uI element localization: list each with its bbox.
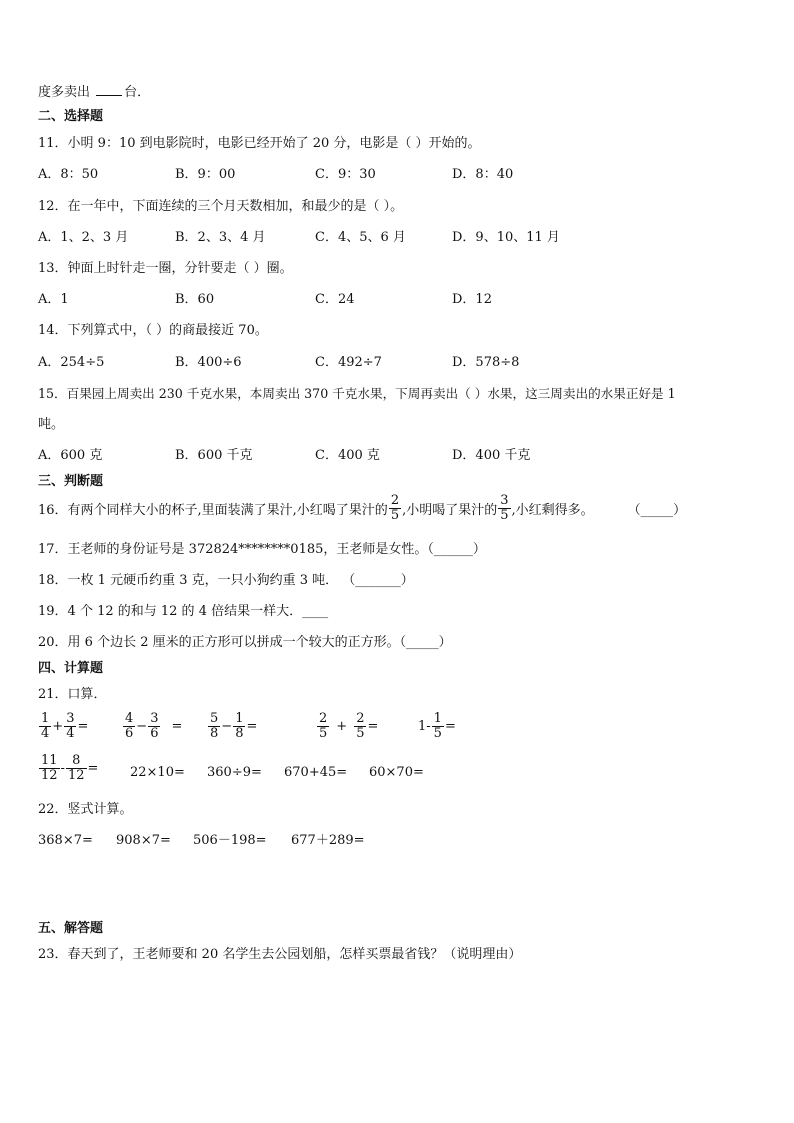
equals: = [444, 719, 456, 734]
oral-calc-1 [38, 712, 88, 741]
q16-f1-numerator: 2 [390, 493, 400, 508]
denominator: 12 [41, 768, 58, 783]
q15-option-a: A．600 克 [38, 448, 103, 463]
question-13: 13．钟面上时针走一圈，分针要走（ ）圈。 [38, 261, 293, 276]
continuation-suffix: 台． [124, 85, 151, 100]
denominator: 4 [66, 726, 75, 741]
q11-option-d: D．8：40 [452, 167, 514, 182]
question-15-continued: 吨。 [38, 417, 65, 432]
fraction [123, 712, 135, 741]
q15-option-d: D．400 千克 [452, 448, 531, 463]
fraction [432, 712, 444, 741]
section-heading-judge: 三、判断题 [38, 474, 104, 489]
q16-fraction-2 [498, 494, 510, 523]
q16-f1-denominator: 5 [390, 508, 400, 523]
answer-blank [96, 83, 122, 96]
section-heading-choice: 二、选择题 [38, 109, 104, 124]
denominator: 5 [433, 726, 442, 741]
question-11: 11．小明 9：10 到电影院时，电影已经开始了 20 分，电影是（ ）开始的。 [38, 136, 481, 151]
q14-option-d: D．578÷8 [452, 355, 520, 370]
vertical-calc-3: 506－198= [193, 833, 267, 848]
operator: + [336, 719, 348, 734]
denominator: 6 [150, 726, 159, 741]
denominator: 12 [67, 768, 85, 783]
vertical-calc-2: 908×7= [116, 833, 171, 848]
equals: = [171, 719, 183, 734]
denominator: 6 [125, 726, 134, 741]
numerator: 5 [210, 711, 219, 726]
fraction [148, 712, 160, 741]
fraction [208, 712, 220, 741]
q16-f2-numerator: 3 [500, 493, 509, 508]
q12-option-d: D．9、10、11 月 [452, 230, 560, 245]
question-22-label: 22．竖式计算。 [38, 802, 133, 817]
oral-calc-10: 60×70= [369, 765, 424, 780]
q16-answer-blank: （_____） [627, 503, 687, 518]
continuation-line [38, 83, 150, 102]
numerator: 11 [41, 753, 58, 768]
q12-option-a: A．1、2、3 月 [38, 230, 129, 245]
oral-calc-9: 670+45= [284, 765, 348, 780]
numerator: 8 [66, 754, 87, 769]
equals: = [87, 761, 99, 776]
q14-option-b: B．400÷6 [175, 355, 242, 370]
q12-option-c: C．4、5、6 月 [315, 230, 406, 245]
q14-option-c: C．492÷7 [315, 355, 382, 370]
q15-option-b: B．600 千克 [175, 448, 253, 463]
question-17: 17．王老师的身份证号是 372824********0185，王老师是女性。（______） [38, 542, 486, 557]
q11-option-a: A．8：50 [38, 167, 99, 182]
question-20: 20．用 6 个边长 2 厘米的正方形可以拼成一个较大的正方形。（_____） [38, 635, 452, 650]
question-15: 15．百果园上周卖出 230 千克水果，本周卖出 370 千克水果，下周再卖出（ ）水果，这三周卖出的水果正好是 1 [38, 386, 676, 401]
numerator: 2 [356, 711, 365, 726]
operator: − [221, 719, 233, 734]
fraction [233, 712, 245, 741]
equals: = [367, 719, 379, 734]
q16-fraction-1 [389, 494, 401, 523]
oral-calc-2 [122, 712, 182, 741]
fraction [354, 712, 366, 741]
fraction [39, 754, 60, 783]
q13-option-c: C．24 [315, 292, 355, 307]
oral-calc-7: 22×10= [130, 765, 185, 780]
denominator: 5 [356, 726, 365, 741]
operator: − [136, 719, 148, 734]
denominator: 8 [235, 726, 244, 741]
q16-f2-denominator: 5 [500, 508, 509, 523]
numerator: 1 [41, 711, 50, 726]
operand-prefix: 1- [418, 719, 431, 734]
numerator: 1 [235, 711, 244, 726]
question-16 [38, 494, 686, 523]
numerator: 1 [433, 711, 442, 726]
denominator: 8 [210, 726, 219, 741]
question-21-label: 21．口算． [38, 687, 107, 702]
equals: = [77, 719, 89, 734]
q11-option-c: C．9：30 [315, 167, 376, 182]
q16-text-2: ,小明喝了果汁的 [402, 503, 498, 518]
section-heading-solve: 五、解答题 [38, 921, 104, 936]
oral-calc-6 [38, 754, 98, 783]
numerator: 3 [150, 711, 159, 726]
q13-option-b: B．60 [175, 292, 215, 307]
oral-calc-4 [316, 712, 378, 741]
denominator: 4 [41, 726, 50, 741]
numerator: 4 [125, 711, 134, 726]
vertical-calc-1: 368×7= [38, 833, 93, 848]
q16-text-3: ,小红剩得多。 [511, 503, 594, 518]
question-18: 18．一枚 1 元硬币约重 3 克，一只小狗约重 3 吨． （_______） [38, 573, 414, 588]
vertical-calc-4: 677＋289= [291, 833, 365, 848]
oral-calc-3 [207, 712, 257, 741]
q13-option-a: A．1 [38, 292, 69, 307]
oral-calc-8: 360÷9= [207, 765, 262, 780]
question-14: 14．下列算式中，（ ）的商最接近 70。 [38, 323, 268, 338]
oral-calc-5 [418, 712, 456, 741]
continuation-prefix: 度多卖出 [38, 85, 91, 100]
q14-option-a: A．254÷5 [38, 355, 105, 370]
q13-option-d: D．12 [452, 292, 492, 307]
numerator: 2 [319, 711, 328, 726]
question-19: 19．4 个 12 的和与 12 的 4 倍结果一样大．____ [38, 604, 329, 619]
operator: - [60, 761, 65, 776]
question-23: 23．春天到了，王老师要和 20 名学生去公园划船，怎样买票最省钱？（说明理由） [38, 947, 522, 962]
q16-text-1: 16．有两个同样大小的杯子,里面装满了果汁,小红喝了果汁的 [38, 503, 388, 518]
operator: + [52, 719, 64, 734]
question-12: 12．在一年中，下面连续的三个月天数相加，和最少的是（ ）。 [38, 199, 404, 214]
q12-option-b: B．2、3、4 月 [175, 230, 266, 245]
equals: = [246, 719, 258, 734]
fraction [317, 712, 329, 741]
fraction [64, 712, 76, 741]
q11-option-b: B．9：00 [175, 167, 236, 182]
fraction [39, 712, 51, 741]
q15-option-c: C．400 克 [315, 448, 380, 463]
section-heading-calc: 四、计算题 [38, 661, 104, 676]
numerator: 3 [66, 711, 75, 726]
fraction [66, 754, 87, 783]
denominator: 5 [319, 726, 328, 741]
